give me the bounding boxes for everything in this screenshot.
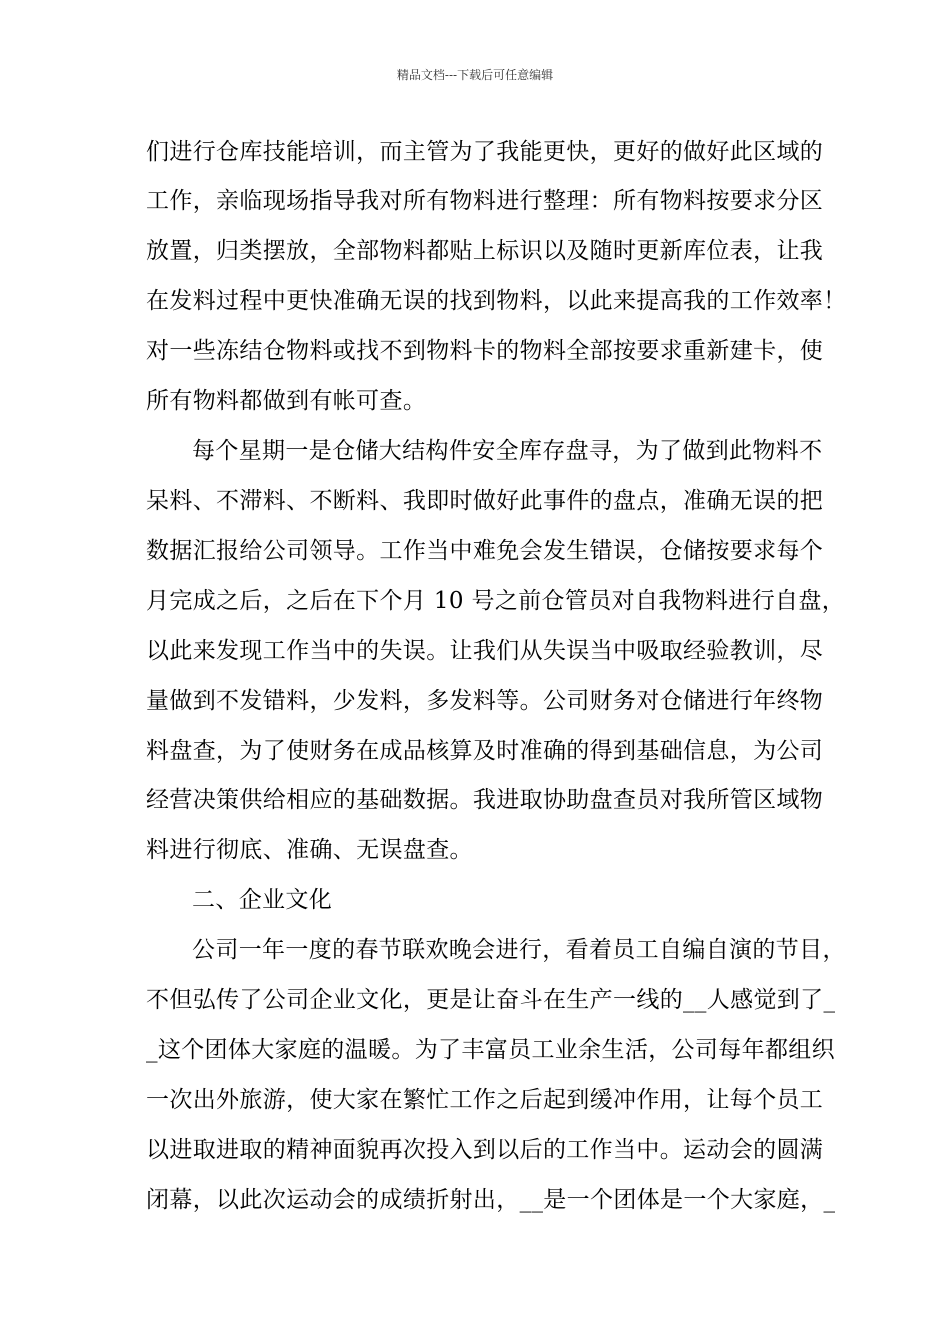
text-line: 所有物料都做到有帐可查。 xyxy=(146,388,427,414)
text-line: 工作，亲临现场指导我对所有物料进行整理：所有物料按要求分区 xyxy=(146,188,824,214)
text-line: 一次出外旅游，使大家在繁忙工作之后起到缓冲作用，让每个员工 xyxy=(146,1087,824,1113)
text-line: 量做到不发错料，少发料，多发料等。公司财务对仓储进行年终物 xyxy=(146,688,824,714)
text-line: 以此来发现工作当中的失误。让我们从失误当中吸取经验教训，尽 xyxy=(146,638,824,664)
text-line: 月完成之后，之后在下个月 10 号之前仓管员对自我物料进行自盘， xyxy=(146,588,846,614)
text-line: _这个团体大家庭的温暖。为了丰富员工业余生活，公司每年都组织 xyxy=(146,1037,835,1063)
text-line: 经营决策供给相应的基础数据。我进取协助盘查员对我所管区域物 xyxy=(146,787,824,813)
text-line: 料进行彻底、准确、无误盘查。 xyxy=(146,837,473,863)
text-line: 闭幕，以此次运动会的成绩折射出，__是一个团体是一个大家庭，_ xyxy=(146,1187,836,1213)
text-line: 不但弘传了公司企业文化，更是让奋斗在生产一线的__人感觉到了_ xyxy=(146,987,836,1013)
section-heading: 二、企业文化 xyxy=(192,887,333,913)
text-line: 呆料、不滞料、不断料、我即时做好此事件的盘点，准确无误的把 xyxy=(146,488,824,514)
text-line: 在发料过程中更快准确无误的找到物料，以此来提高我的工作效率！ xyxy=(146,288,847,314)
text-line: 以进取进取的精神面貌再次投入到以后的工作当中。运动会的圆满 xyxy=(146,1137,824,1163)
text-line: 数据汇报给公司领导。工作当中难免会发生错误，仓储按要求每个 xyxy=(146,538,824,564)
page-header: 精品文档---下载后可任意编辑 xyxy=(396,68,554,82)
text-line: 公司一年一度的春节联欢晚会进行，看着员工自编自演的节目， xyxy=(192,937,846,963)
text-line: 对一些冻结仓物料或找不到物料卡的物料全部按要求重新建卡，使 xyxy=(146,338,824,364)
text-line: 每个星期一是仓储大结构件安全库存盘寻，为了做到此物料不 xyxy=(192,438,823,464)
text-line: 料盘查，为了使财务在成品核算及时准确的得到基础信息，为公司 xyxy=(146,738,824,764)
text-line: 放置，归类摆放，全部物料都贴上标识以及随时更新库位表，让我 xyxy=(146,238,824,264)
text-line: 们进行仓库技能培训，而主管为了我能更快，更好的做好此区域的 xyxy=(146,139,824,165)
